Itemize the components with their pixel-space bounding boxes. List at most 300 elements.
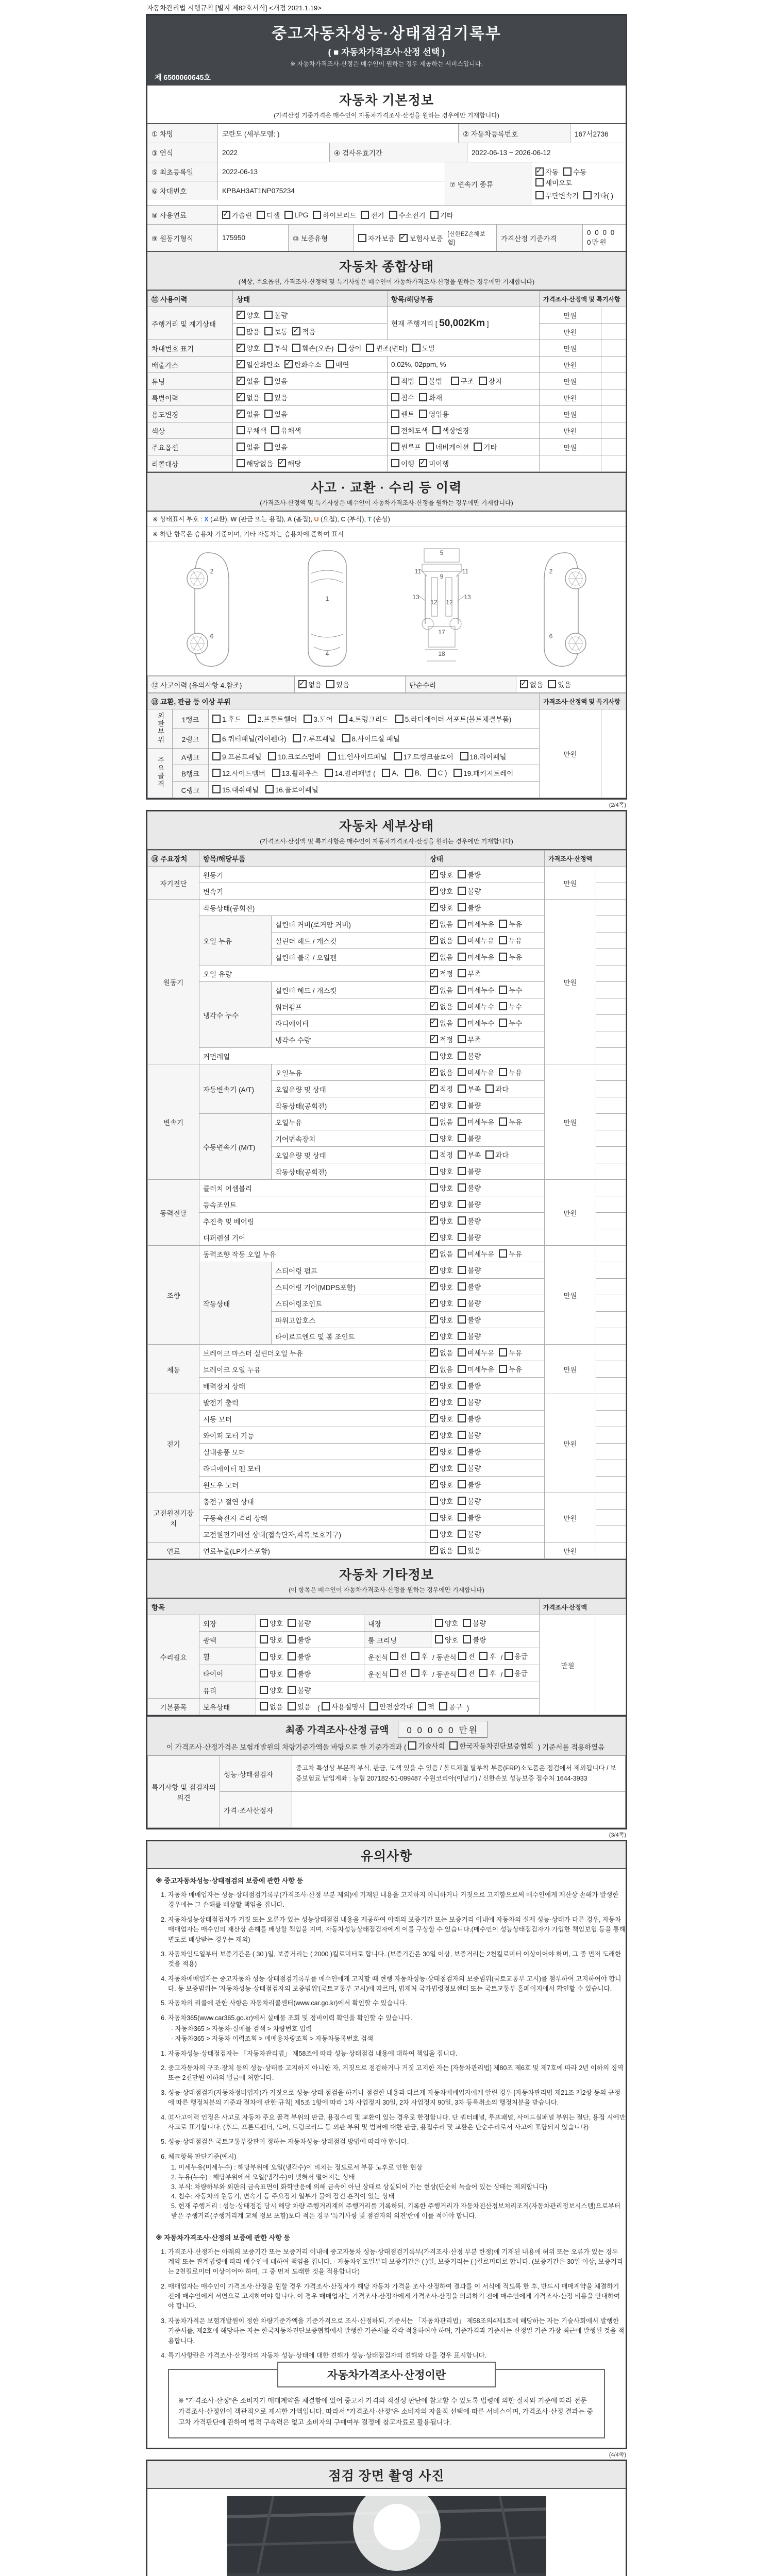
checkbox-panel-18.리어패널[interactable]: 18.리어패널 (460, 751, 507, 761)
checkbox-icon (430, 953, 438, 961)
checkbox-양호[interactable]: ✓ 양호 (430, 1331, 453, 1341)
checkbox-icon (430, 887, 438, 895)
checkbox-불량[interactable]: 불량 (458, 1182, 481, 1193)
checkbox-없음[interactable]: ✓ 없음 (430, 952, 453, 962)
checkbox-불량[interactable]: 불량 (458, 1298, 481, 1308)
checkbox-panel-14.필러패널 ([interactable]: 14.필러패널 ( (325, 768, 375, 778)
notice-item: 2. 매매업자는 매수인이 가격조사·산정을 원할 경우 가격조사·산정자가 해당 자동차 가격을 조사·산정하여 결과를 이 서식에 적도록 한 후, 반드시 매매계약을 체결하기 전에 매수인에게 서면으로 고지하여야 합니다. 이 경우 매매업자는 가격조사·산정자에게 가격조사·산정을 의뢰하기 전에 매수인에게 가격조사·산정 비용을 안내하여야 합니다. (168, 2282, 626, 2312)
checkbox-변조(변타)[interactable]: 변조(변타) (366, 343, 407, 353)
checkbox-불량[interactable]: 불량 (288, 1651, 311, 1662)
checkbox-양호[interactable]: 양호 (260, 1634, 283, 1645)
checkbox-panel-15.대쉬패널[interactable]: 15.대쉬패널 (212, 784, 259, 794)
checkbox-불량[interactable]: 불량 (458, 1281, 481, 1292)
checkbox-불량[interactable]: 불량 (458, 902, 481, 912)
checkbox-icon (430, 1019, 438, 1027)
checkbox-세미오토[interactable]: 세미오토 (535, 177, 572, 188)
checkbox-불량[interactable]: 불량 (458, 869, 481, 879)
checkbox-양호[interactable]: ✓ 양호 (430, 1100, 453, 1110)
checkbox-잭[interactable]: 잭 (418, 1701, 434, 1711)
checkbox-불량[interactable]: 불량 (458, 1050, 481, 1061)
checkbox-미세누유[interactable]: 미세누유 (458, 1067, 494, 1077)
checkbox-네비게이션[interactable]: 네비게이션 (426, 442, 469, 452)
checkbox-icon (458, 1447, 466, 1455)
checkbox-panel-7.루프패널[interactable]: 7.루프패널 (293, 733, 335, 743)
checkbox-불량[interactable]: 불량 (458, 1314, 481, 1325)
checkbox-양호[interactable]: 양호 (260, 1618, 283, 1628)
checkbox-icon (338, 344, 346, 352)
checkbox-수동[interactable]: 수동 (563, 166, 586, 177)
checkbox-icon (358, 234, 366, 242)
checkbox-전[interactable]: 전 (458, 1651, 475, 1661)
checkbox-기타[interactable]: 기타 (474, 442, 497, 452)
checkbox-icon (458, 1150, 466, 1159)
checkbox-없음[interactable]: ✓ 없음 (430, 1347, 453, 1358)
checkbox-icon (430, 986, 438, 994)
checkbox-후[interactable]: 후 (411, 1668, 428, 1678)
checkbox-icon (326, 360, 334, 368)
checkbox-icon (458, 936, 466, 944)
checkbox-panel-6.쿼터패널(리어휀다)[interactable]: 6.쿼터패널(리어휀다) (212, 733, 287, 743)
checkbox-탄화수소[interactable]: ✓ 탄화수소 (284, 359, 321, 369)
checkbox-icon (458, 870, 466, 878)
checkbox-양호[interactable]: ✓ 양호 (430, 886, 453, 896)
checkbox-panel-1.후드[interactable]: 1.후드 (212, 714, 241, 724)
checkbox-구조[interactable]: 구조 (451, 376, 474, 386)
checkbox-양호[interactable]: 양호 (260, 1685, 283, 1695)
checkbox-없음[interactable]: ✓ 없음 (430, 919, 453, 929)
checkbox-자가보증[interactable]: 자가보증 (358, 233, 395, 243)
checkbox-있음[interactable]: 있음 (458, 1545, 481, 1555)
notice-item: 3. 자동차인도일부터 보증기간은 ( 30 )일, 보증거리는 ( 2000 )킬로미터로 합니다. (보증기간은 30일 이상, 보증거리는 2천킬로미터 이상이어야 하며, 그 중 먼저 도래한 것을 적용) (168, 1950, 626, 1970)
notice-head-1: ※ 중고자동차성능·상태점검의 보증에 관한 사항 등 (156, 1877, 304, 1885)
checkbox-양호[interactable]: ✓ 양호 (430, 1314, 453, 1325)
checkbox-부족[interactable]: 부족 (458, 1083, 481, 1094)
checkbox-부족[interactable]: 부족 (458, 1149, 481, 1160)
checkbox-미세누유[interactable]: 미세누유 (458, 1347, 494, 1358)
checkbox-icon (449, 1741, 458, 1750)
checkbox-불량[interactable]: 불량 (288, 1668, 311, 1679)
checkbox-panel-5.라디에이터 서포트(볼트체결부품)[interactable]: 5.라디에이터 서포트(볼트체결부품) (395, 714, 512, 724)
checkbox-불량[interactable]: 불량 (458, 1479, 481, 1489)
checkbox-icon (458, 1414, 466, 1422)
checkbox-해당없음[interactable]: 해당없음 (237, 458, 273, 468)
checkbox-이행[interactable]: 이행 (391, 458, 414, 468)
checkbox-누유[interactable]: 누유 (499, 1248, 522, 1259)
notice-list-c (147, 2247, 626, 2361)
detail-table (147, 850, 626, 1559)
checkbox-양호[interactable]: ✓ 양호 (430, 1215, 453, 1226)
checkbox-icon (428, 769, 436, 777)
price-survey-box (168, 2369, 605, 2438)
checkbox-하이브리드[interactable]: 하이브리드 (313, 210, 356, 220)
checkbox-불량[interactable]: 불량 (288, 1618, 311, 1628)
checkbox-없음[interactable]: ✓ 없음 (237, 376, 260, 386)
checkbox-불량[interactable]: 불량 (463, 1634, 486, 1645)
checkbox-불량[interactable]: 불량 (458, 1413, 481, 1423)
checkbox-후[interactable]: 후 (411, 1651, 428, 1661)
checkbox-미세누유[interactable]: 미세누유 (458, 1364, 494, 1374)
checkbox-누유[interactable]: 누유 (499, 935, 522, 945)
checkbox-양호[interactable]: ✓ 양호 (430, 1430, 453, 1440)
item-label: 동력조향 작동 오일 누유 (199, 1246, 426, 1262)
checkbox-누수[interactable]: 누수 (499, 985, 522, 995)
checkbox-icon (505, 1669, 513, 1677)
checkbox-icon (458, 1348, 466, 1357)
checkbox-양호[interactable]: ✓ 양호 (237, 343, 260, 353)
checkbox-양호[interactable]: ✓ 양호 (430, 869, 453, 879)
checkbox-후[interactable]: 후 (479, 1651, 496, 1661)
checkbox-불량[interactable]: 불량 (264, 310, 288, 320)
checkbox-없음[interactable]: 없음 (260, 1701, 283, 1711)
checkbox-양호[interactable]: 양호 (430, 1133, 453, 1143)
checkbox-불량[interactable]: 불량 (458, 886, 481, 896)
checkbox-적정[interactable]: ✓ 적정 (430, 1034, 453, 1044)
checkbox-불량[interactable]: 불량 (458, 1529, 481, 1539)
item-label: 발전기 출력 (199, 1394, 426, 1411)
checkbox-없음[interactable]: ✓ 없음 (430, 1248, 453, 1259)
checkbox-과다[interactable]: 과다 (485, 1083, 509, 1094)
checkbox-panel-11.인사이드패널[interactable]: 11.인사이드패널 (328, 751, 387, 761)
item-label: 작동상태(공회전) (199, 900, 426, 916)
checkbox-없음[interactable]: ✓ 없음 (430, 1001, 453, 1011)
checkbox-미세누수[interactable]: 미세누수 (458, 985, 494, 995)
checkbox-불량[interactable]: 불량 (458, 1463, 481, 1473)
checkbox-양호[interactable]: ✓ 양호 (430, 1380, 453, 1391)
checkbox-적정[interactable]: 적정 (430, 1149, 453, 1160)
panel-group-label: 주요골격 (148, 749, 173, 798)
checkbox-panel-16.플로어패널[interactable]: 16.플로어패널 (265, 784, 318, 794)
checkbox-panel-2.프론트휀더[interactable]: 2.프론트휀더 (248, 714, 297, 724)
checkbox-무채색[interactable]: 무채색 (237, 425, 266, 435)
checkbox-양호[interactable]: 양호 (430, 1512, 453, 1522)
checkbox-전[interactable]: 전 (458, 1668, 475, 1678)
checkbox-불량[interactable]: 불량 (458, 1133, 481, 1143)
checkbox-없음[interactable]: ✓ 없음 (430, 935, 453, 945)
checkbox-없음[interactable]: ✓ 없음 (298, 679, 322, 689)
checkbox-있음[interactable]: 있음 (548, 679, 571, 689)
checkbox-양호[interactable]: ✓ 양호 (430, 1446, 453, 1456)
damage-code-X: X (204, 516, 209, 523)
checkbox-보통[interactable]: 보통 (264, 326, 288, 336)
checkbox-누수[interactable]: 누수 (499, 1018, 522, 1028)
checkbox-무단변속기[interactable]: 무단변속기 (535, 190, 579, 200)
notice-list-a (147, 1890, 626, 2044)
checkbox-icon (339, 715, 347, 723)
checkbox-누유[interactable]: 누유 (499, 1116, 522, 1127)
checkbox-불량[interactable]: 불량 (458, 1199, 481, 1209)
checkbox-불량[interactable]: 불량 (458, 1331, 481, 1341)
checkbox-양호[interactable]: ✓ 양호 (430, 1265, 453, 1275)
checkbox-양호[interactable]: 양호 (430, 1050, 453, 1061)
checkbox-유채색[interactable]: 유채색 (271, 425, 301, 435)
checkbox-렌트[interactable]: 렌트 (391, 409, 414, 419)
checkbox-해당[interactable]: ✓ 해당 (278, 458, 301, 468)
checkbox-누수[interactable]: 누수 (499, 1001, 522, 1011)
checkbox-icon (458, 887, 466, 895)
checkbox-불량[interactable]: 불량 (458, 1232, 481, 1242)
device-group-label: 고전원전기장치 (148, 1493, 199, 1543)
checkbox-없음[interactable]: ✓ 없음 (430, 1545, 453, 1555)
checkbox-양호[interactable]: 양호 (260, 1651, 283, 1662)
checkbox-icon (458, 1497, 466, 1505)
checkbox-icon (237, 344, 245, 352)
checkbox-양호[interactable]: ✓ 양호 (430, 1463, 453, 1473)
checkbox-미세누유[interactable]: 미세누유 (458, 919, 494, 929)
checkbox-기술사회[interactable]: 기술사회 (408, 1740, 445, 1751)
checkbox-전[interactable]: 전 (390, 1651, 407, 1661)
checkbox-양호[interactable]: ✓ 양호 (430, 1281, 453, 1292)
final-price-label: 최종 가격조사·산정 금액 (285, 1725, 389, 1736)
checkbox-기타[interactable]: 기타 (430, 210, 453, 220)
checkbox-공구[interactable]: 공구 (439, 1701, 462, 1711)
checkbox-적음[interactable]: ✓ 적음 (292, 326, 315, 336)
inspection-photo-lift-front (227, 2496, 546, 2576)
checkbox-양호[interactable]: ✓ 양호 (430, 1479, 453, 1489)
checkbox-부족[interactable]: 부족 (458, 968, 481, 978)
checkbox-사용설명서[interactable]: 사용설명서 (322, 1701, 365, 1711)
checkbox-양호[interactable]: 양호 (430, 1166, 453, 1176)
checkbox-panel-12.사이드멤버[interactable]: 12.사이드멤버 (212, 768, 265, 778)
checkbox-불량[interactable]: 불량 (458, 1265, 481, 1275)
damage-code-A: A (287, 516, 292, 523)
device-group-label: 제동 (148, 1345, 199, 1394)
engine-type-label: ⑨ 원동기형식 (147, 225, 218, 251)
checkbox-불량[interactable]: 불량 (458, 1446, 481, 1456)
checkbox-panel-B,[interactable]: B, (405, 769, 422, 777)
final-price-note (147, 1740, 626, 1752)
checkbox-있음[interactable]: 있음 (264, 442, 288, 452)
inline-text: / 동반석 (432, 1654, 459, 1662)
comprehensive-title: 자동차 종합상태 (색상, 주요옵션, 가격조사·산정액 및 특기사항은 매수인이 자동차가격조사·산정을 원하는 경우에만 기재합니다) (147, 251, 626, 291)
checkbox-누유[interactable]: 누유 (499, 1067, 522, 1077)
checkbox-icon (520, 680, 528, 688)
checkbox-일산화탄소[interactable]: ✓ 일산화탄소 (237, 359, 280, 369)
checkbox-도말[interactable]: 도말 (412, 343, 435, 353)
damage-code-U: U (314, 516, 319, 523)
checkbox-불량[interactable]: 불량 (458, 1100, 481, 1110)
remarks-text (292, 1792, 626, 1828)
checkbox-응급[interactable]: 응급 (505, 1668, 528, 1678)
checkbox-기타( )[interactable]: 기타( ) (583, 190, 613, 200)
checkbox-icon (288, 1635, 296, 1643)
checkbox-불량[interactable]: 불량 (458, 1380, 481, 1391)
checkbox-없음[interactable]: ✓ 없음 (430, 985, 453, 995)
checkbox-미세누유[interactable]: 미세누유 (458, 952, 494, 962)
diagram-part-number: 1 (325, 595, 329, 602)
checkbox-누유[interactable]: 누유 (499, 1364, 522, 1374)
checkbox-전기[interactable]: 전기 (361, 210, 384, 220)
checkbox-안전삼각대[interactable]: 안전삼각대 (369, 1701, 413, 1711)
checkbox-부족[interactable]: 부족 (458, 1034, 481, 1044)
checkbox-미세누유[interactable]: 미세누유 (458, 1248, 494, 1259)
checkbox-누유[interactable]: 누유 (499, 952, 522, 962)
checkbox-panel-19.패키지트레이[interactable]: 19.패키지트레이 (453, 768, 513, 778)
checkbox-불량[interactable]: 불량 (458, 1496, 481, 1506)
panel-damage-table: ⑬ 교환, 판금 등 이상 부위 가격조사·산정액 및 특기사항 외판부위 1랭크 1.후드 2.프론트휀더 3.도어 4.트렁크리드 5.라디에이터 서포트(볼트체결부품) 만원 2랭크 6.쿼터패널(리어휀다) 7.루프패널 8.사이드실 패널 주요골격 A랭크 9.프론트패널 10.크로스멤버 11.인사이드패널 17.트렁크플로어 18.리어패널 B랭크 12.사이드멤버 13.휠하우스 14.필러패널 ( A, B, C ) 19.패키지트레이 C랭크 15.대쉬패널 16.플로어패널 (147, 693, 626, 798)
checkbox-panel-10.크로스멤버[interactable]: 10.크로스멤버 (268, 751, 321, 761)
final-price-bar (147, 1715, 626, 1755)
checkbox-있음[interactable]: 있음 (264, 409, 288, 419)
checkbox-훼손(오손)[interactable]: 훼손(오손) (292, 343, 333, 353)
checkbox-디젤[interactable]: 디젤 (257, 210, 280, 220)
checkbox-없음[interactable]: ✓ 없음 (520, 679, 543, 689)
checkbox-가솔린[interactable]: ✓ 가솔린 (222, 210, 252, 220)
checkbox-없음[interactable]: ✓ 없음 (430, 1364, 453, 1374)
checkbox-누유[interactable]: 누유 (499, 919, 522, 929)
checkbox-양호[interactable]: 양호 (435, 1634, 458, 1645)
checkbox-자동[interactable]: ✓ 자동 (535, 166, 559, 177)
checkbox-후[interactable]: 후 (479, 1668, 496, 1678)
notice-item: 3. 자동차가격은 보험개발원이 정한 차량기준가액을 기준가격으로 조사·산정하되, 기준서는 「자동차관리법」 제58조의4제1호에 해당하는 자는 기술사회에서 발행한 기준서를, 제2호에 해당하는 자는 한국자동차진단보증협회에서 발행한 기준서를 각각 적용하여야 하며, 기준가격과 기준서는 산정일 기준 가장 최근에 발행된 것을 적용합니다. (168, 2316, 626, 2346)
checkbox-icon (237, 393, 245, 401)
checkbox-상이[interactable]: 상이 (338, 343, 361, 353)
checkbox-양호[interactable]: ✓ 양호 (430, 1413, 453, 1423)
checkbox-양호[interactable]: ✓ 양호 (430, 1232, 453, 1242)
checkbox-수소전기[interactable]: 수소전기 (389, 210, 426, 220)
checkbox-부식[interactable]: 부식 (264, 343, 288, 353)
transmission-label: ⑦ 변속기 종류 (445, 162, 531, 205)
checkbox-있음[interactable]: 있음 (264, 376, 288, 386)
checkbox-없음[interactable]: 없음 (430, 1116, 453, 1127)
checkbox-많음[interactable]: 많음 (237, 326, 260, 336)
checkbox-누유[interactable]: 누유 (499, 1347, 522, 1358)
checkbox-불량[interactable]: 불량 (458, 1166, 481, 1176)
checkbox-있음[interactable]: 있음 (288, 1701, 311, 1711)
checkbox-icon (390, 1652, 398, 1660)
checkbox-없음[interactable]: ✓ 없음 (237, 392, 260, 402)
checkbox-불량[interactable]: 불량 (458, 1215, 481, 1226)
checkbox-icon (326, 680, 334, 688)
checkbox-양호[interactable]: 양호 (435, 1618, 458, 1628)
checkbox-panel-3.도어[interactable]: 3.도어 (304, 714, 332, 724)
checkbox-보험사보증[interactable]: ✓ 보험사보증 (399, 233, 443, 243)
checkbox-불량[interactable]: 불량 (458, 1512, 481, 1522)
checkbox-없음[interactable]: ✓ 없음 (430, 1018, 453, 1028)
checkbox-없음[interactable]: 없음 (237, 442, 260, 452)
checkbox-양호[interactable]: 양호 (430, 1496, 453, 1506)
checkbox-응급[interactable]: 응급 (505, 1651, 528, 1661)
checkbox-양호[interactable]: 양호 (430, 1529, 453, 1539)
transmission-options (531, 162, 626, 205)
checkbox-icon (419, 393, 427, 401)
year-value: 2022 (218, 143, 330, 162)
checkbox-전[interactable]: 전 (390, 1668, 407, 1678)
checkbox-미세누유[interactable]: 미세누유 (458, 1116, 494, 1127)
checkbox-과다[interactable]: 과다 (485, 1149, 509, 1160)
checkbox-icon (458, 1035, 466, 1043)
checkbox-화재[interactable]: 화재 (419, 392, 442, 402)
checkbox-icon (264, 377, 273, 385)
checkbox-불량[interactable]: 불량 (288, 1634, 311, 1645)
checkbox-양호[interactable]: ✓ 양호 (430, 1298, 453, 1308)
device-group-label: 자기진단 (148, 867, 199, 900)
checkbox-영업용[interactable]: 영업용 (419, 409, 449, 419)
checkbox-미세누수[interactable]: 미세누수 (458, 1001, 494, 1011)
item-label: 배력장치 상태 (199, 1378, 426, 1394)
checkbox-icon (499, 1117, 507, 1126)
checkbox-있음[interactable]: 있음 (326, 679, 349, 689)
checkbox-매연[interactable]: 매연 (326, 359, 349, 369)
row-label: 주행거리 및 계기상태 (148, 307, 233, 340)
checkbox-panel-A,[interactable]: A, (382, 769, 398, 777)
checkbox-panel-9.프론트패널[interactable]: 9.프론트패널 (212, 751, 261, 761)
sub-group-label: 자동변속기 (A/T) (199, 1064, 272, 1114)
checkbox-침수[interactable]: 침수 (391, 392, 414, 402)
checkbox-icon (293, 734, 301, 742)
checkbox-썬루프[interactable]: 썬루프 (391, 442, 421, 452)
checkbox-icon (499, 1068, 507, 1076)
checkbox-한국자동차진단보증협회[interactable]: 한국자동차진단보증협회 (449, 1740, 533, 1751)
checkbox-미세누수[interactable]: 미세누수 (458, 1018, 494, 1028)
checkbox-icon (430, 1167, 438, 1175)
checkbox-icon (264, 327, 273, 335)
reg-no-value: 167서2736 (575, 130, 609, 138)
checkbox-icon (505, 1652, 513, 1660)
checkbox-불법[interactable]: 불법 (419, 376, 442, 386)
checkbox-적정[interactable]: ✓ 적정 (430, 1083, 453, 1094)
notice-item: 4. ⑫사고이력 인정은 사고로 자동차 주요 골격 부위의 판금, 용접수리 및 교환이 있는 경우로 한정합니다. 단 쿼터패널, 루프패널, 사이드실패널 부위는 절단, 용접 시에만 사고로 표기합니다. (후드, 프론트펜더, 도어, 트렁크리드 등 외판 부위 및 범퍼에 대한 판금, 용접수리 및 교환은 단순수리로서 사고에 포함되지 않습니다) (168, 2113, 626, 2133)
checkbox-panel-13.휠하우스[interactable]: 13.휠하우스 (272, 768, 318, 778)
checkbox-없음[interactable]: ✓ 없음 (430, 1067, 453, 1077)
car-diagram-side-left (178, 547, 245, 670)
checkbox-양호[interactable]: 양호 (260, 1668, 283, 1679)
checkbox-미세누유[interactable]: 미세누유 (458, 935, 494, 945)
checkbox-panel-4.트렁크리드[interactable]: 4.트렁크리드 (339, 714, 388, 724)
checkbox-양호[interactable]: ✓ 양호 (430, 1199, 453, 1209)
checkbox-전체도색[interactable]: 전체도색 (391, 425, 428, 435)
remarks-text: 중고차 특성상 부분적 부식, 판금, 도색 있을 수 있음 / 볼트체결 탈부착 부품(FRP)소모품은 점검에서 제외됩니다 / 보증보험료 납입계좌 : 농협 207182-51-099487 수원코리아(이남기) / 신한손보 성능보증 접수처 1644-3933 (292, 1756, 626, 1792)
price-조향: 만원 (545, 1246, 596, 1345)
checkbox-icon (264, 344, 273, 352)
accident-history-label: ⑫ 사고이력 (유의사항 4.참조) (148, 676, 295, 693)
checkbox-icon (260, 1619, 268, 1627)
legend-note-2: ※ 하단 항목은 승용차 기준이며, 기타 자동차는 승용차에 준하여 표시 (147, 527, 626, 541)
checkbox-panel-8.사이드실 패널[interactable]: 8.사이드실 패널 (342, 733, 400, 743)
checkbox-LPG[interactable]: LPG (284, 211, 308, 219)
checkbox-불량[interactable]: 불량 (458, 1430, 481, 1440)
checkbox-양호[interactable]: 양호 (430, 1182, 453, 1193)
basic-info-title: 자동차 기본정보 (가격산정 기준가격은 매수인이 자동차가격조사·산정을 원하는 경우에만 기재합니다) (147, 86, 626, 124)
checkbox-icon (419, 410, 427, 418)
checkbox-양호[interactable]: ✓ 양호 (430, 902, 453, 912)
checkbox-panel-17.트렁크플로어[interactable]: 17.트렁크플로어 (394, 751, 453, 761)
checkbox-불량[interactable]: 불량 (463, 1618, 486, 1628)
checkbox-있음[interactable]: 있음 (264, 392, 288, 402)
checkbox-없음[interactable]: ✓ 없음 (237, 409, 260, 419)
checkbox-장치[interactable]: 장치 (479, 376, 502, 386)
checkbox-icon (288, 1652, 296, 1660)
checkbox-양호[interactable]: ✓ 양호 (430, 1397, 453, 1407)
vin-value: KPBAH3AT1NP075234 (222, 187, 295, 195)
notice-item: 1. 자동차 매매업자는 성능·상태점검기록부(가격조사·산정 부분 제외)에 기재된 내용을 고지하지 아니하거나 거짓으로 고지함으로써 매수인에게 재산상 손해가 발생한 경우에는 그 손해를 배상할 책임을 집니다. (168, 1890, 626, 1910)
checkbox-색상변경[interactable]: 색상변경 (432, 425, 469, 435)
checkbox-미이행[interactable]: ✓ 미이행 (419, 458, 449, 468)
etc-col-item: 항목 (148, 1599, 540, 1615)
panel-rank-label: B랭크 (173, 765, 209, 782)
checkbox-양호[interactable]: ✓ 양호 (237, 310, 260, 320)
checkbox-불량[interactable]: 불량 (288, 1685, 311, 1695)
row-label: 주요옵션 (148, 439, 233, 455)
car-diagram-side-right (528, 547, 595, 670)
checkbox-icon (458, 1200, 466, 1208)
checkbox-불량[interactable]: 불량 (458, 1397, 481, 1407)
checkbox-icon (212, 785, 221, 793)
checkbox-적법[interactable]: 적법 (391, 376, 414, 386)
checkbox-적정[interactable]: ✓ 적정 (430, 968, 453, 978)
checkbox-panel-C )[interactable]: C ) (428, 769, 447, 777)
checkbox-icon (458, 920, 466, 928)
checkbox-icon (430, 1282, 438, 1291)
